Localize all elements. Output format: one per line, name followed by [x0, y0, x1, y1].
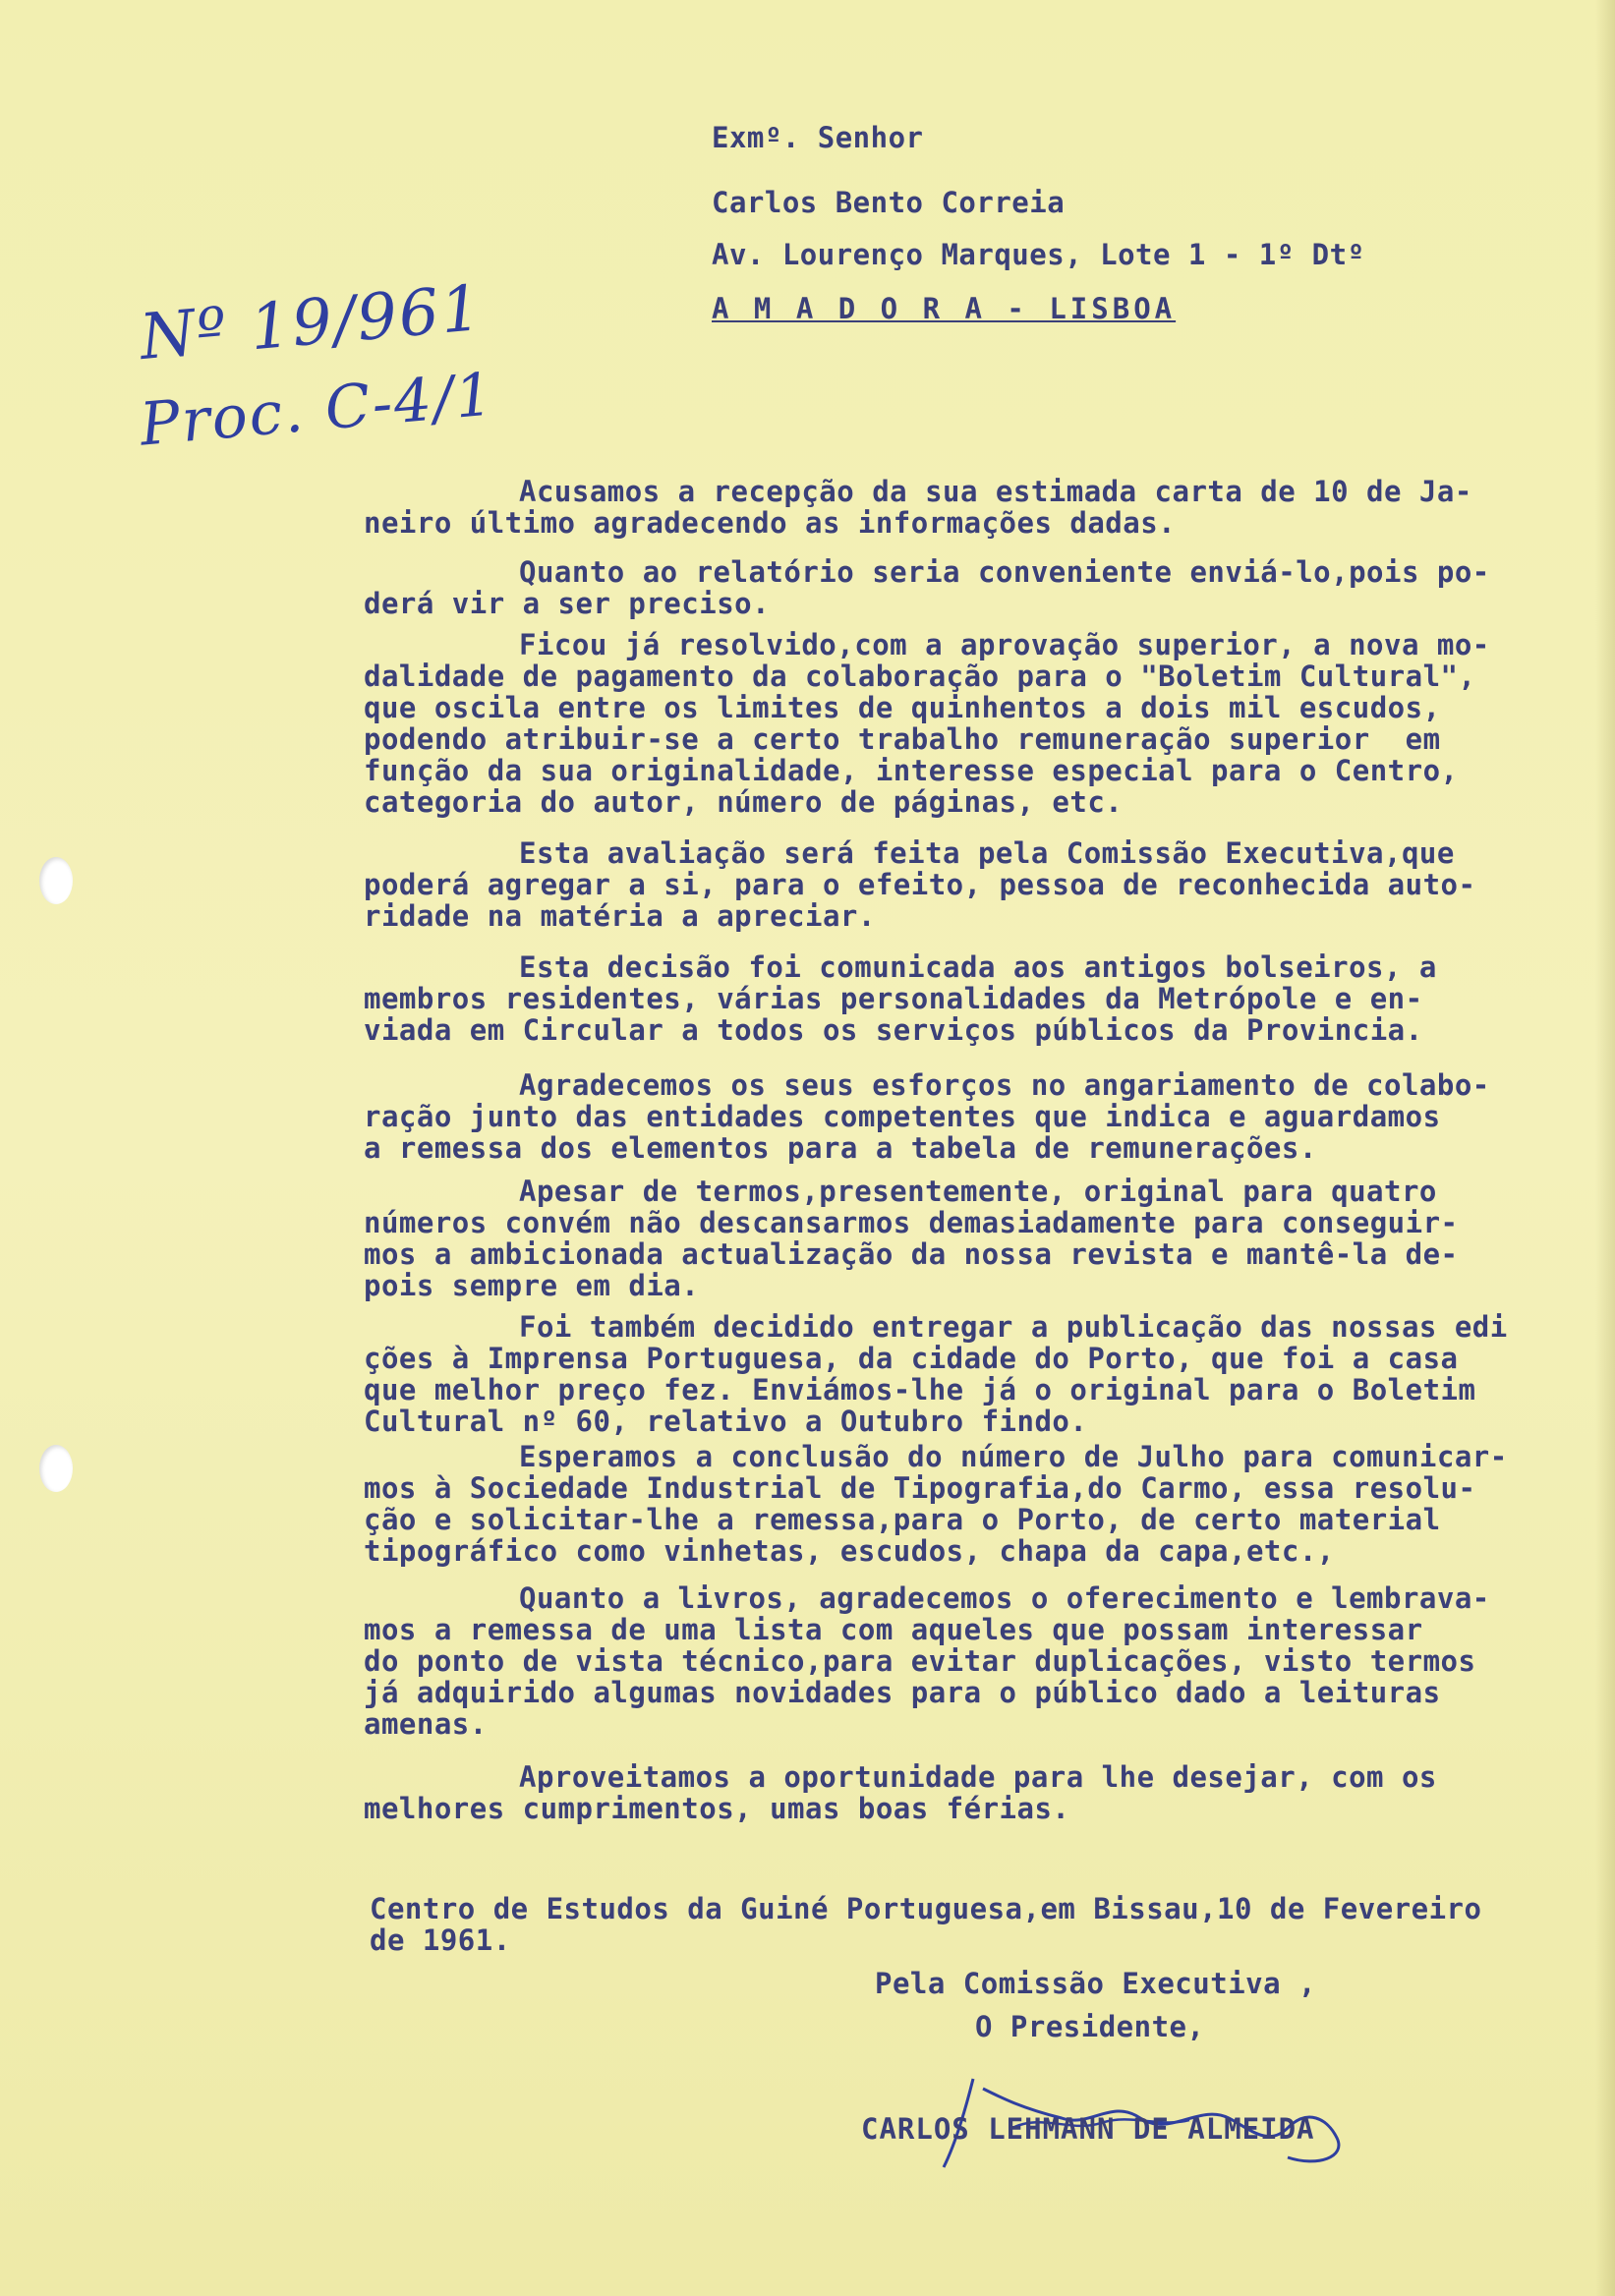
text-line: ração junto das entidades competentes que indica e aguardamos	[364, 1100, 1441, 1133]
text-line: melhores cumprimentos, umas boas férias.	[364, 1792, 1070, 1825]
text-line: Ficou já resolvido,com a aprovação superior, a nova mo-	[519, 628, 1490, 661]
text-line: mos à Sociedade Industrial de Tipografia,do Carmo, essa resolu-	[364, 1471, 1476, 1505]
text-line: Esperamos a conclusão do número de Julho para comunicar-	[519, 1440, 1508, 1473]
salutation: Exmº. Senhor	[712, 121, 924, 154]
text-line: dalidade de pagamento da colaboração para o "Boletim Cultural",	[364, 660, 1476, 693]
text-line: ções à Imprensa Portuguesa, da cidade do Porto, que foi a casa	[364, 1342, 1459, 1375]
text-line: Quanto ao relatório seria conveniente enviá-lo,pois po-	[519, 555, 1490, 589]
text-line: já adquirido algumas novidades para o público dado a leituras	[364, 1676, 1441, 1709]
on-behalf-line: Pela Comissão Executiva ,	[875, 1967, 1316, 2000]
text-line: Cultural nº 60, relativo a Outubro findo.	[364, 1405, 1088, 1438]
text-line: números convém não descansarmos demasiadamente para conseguir-	[364, 1206, 1459, 1239]
text-line: mos a ambicionada actualização da nossa revista e mantê-la de-	[364, 1237, 1459, 1271]
text-line: viada em Circular a todos os serviços públicos da Provincia.	[364, 1013, 1423, 1047]
text-line: que melhor preço fez. Enviámos-lhe já o original para o Boletim	[364, 1373, 1476, 1406]
text-line: Acusamos a recepção da sua estimada carta de 10 de Ja-	[519, 475, 1472, 508]
text-line: podendo atribuir-se a certo trabalho remuneração superior em	[364, 722, 1441, 756]
text-line: que oscila entre os limites de quinhentos a dois mil escudos,	[364, 691, 1441, 724]
recipient-city: A M A D O R A - LISBOA	[712, 292, 1177, 325]
text-line: amenas.	[364, 1707, 488, 1741]
text-line: poderá agregar a si, para o efeito, pessoa de reconhecida auto-	[364, 868, 1476, 901]
text-line: Quanto a livros, agradecemos o oferecimento e lembrava-	[519, 1581, 1490, 1615]
punch-hole-bottom	[39, 1445, 73, 1492]
text-line: tipográfico como vinhetas, escudos, chapa da capa,etc.,	[364, 1534, 1335, 1568]
punch-hole-top	[39, 857, 73, 904]
text-line: neiro último agradecendo as informações dadas.	[364, 506, 1177, 540]
signatory-name: CARLOS LEHMANN DE ALMEIDA	[861, 2112, 1315, 2146]
text-line: Aproveitamos a oportunidade para lhe desejar, com os	[519, 1760, 1437, 1794]
place-date-line: de 1961.	[370, 1923, 511, 1957]
handwritten-reference-number: Nº 19/961	[137, 271, 487, 375]
paper-edge-shadow	[1595, 0, 1615, 2296]
text-line: Esta avaliação será feita pela Comissão Executiva,que	[519, 836, 1455, 870]
text-line: Esta decisão foi comunicada aos antigos bolseiros, a	[519, 950, 1437, 984]
recipient-street: Av. Lourenço Marques, Lote 1 - 1º Dtº	[712, 238, 1365, 271]
text-line: mos a remessa de uma lista com aqueles que possam interessar	[364, 1613, 1423, 1646]
text-line: Apesar de termos,presentemente, original para quatro	[519, 1175, 1437, 1208]
text-line: derá vir a ser preciso.	[364, 587, 771, 620]
text-line: ção e solicitar-lhe a remessa,para o Porto, de certo material	[364, 1503, 1441, 1536]
text-line: categoria do autor, número de páginas, etc.	[364, 785, 1124, 819]
handwritten-process-code: Proc. C-4/1	[137, 360, 498, 460]
text-line: a remessa dos elementos para a tabela de remunerações.	[364, 1131, 1317, 1165]
text-line: função da sua originalidade, interesse especial para o Centro,	[364, 754, 1459, 787]
text-line: Foi também decidido entregar a publicação das nossas edi	[519, 1310, 1508, 1344]
text-line: pois sempre em dia.	[364, 1269, 700, 1302]
text-line: membros residentes, várias personalidades da Metrópole e en-	[364, 982, 1423, 1015]
recipient-name: Carlos Bento Correia	[712, 186, 1066, 219]
text-line: ridade na matéria a apreciar.	[364, 899, 876, 933]
text-line: Agradecemos os seus esforços no angariamento de colabo-	[519, 1068, 1490, 1102]
text-line: do ponto de vista técnico,para evitar duplicações, visto termos	[364, 1644, 1476, 1678]
role-line: O Presidente,	[975, 2010, 1205, 2043]
place-date-line: Centro de Estudos da Guiné Portuguesa,em Bissau,10 de Fevereiro	[370, 1892, 1482, 1925]
